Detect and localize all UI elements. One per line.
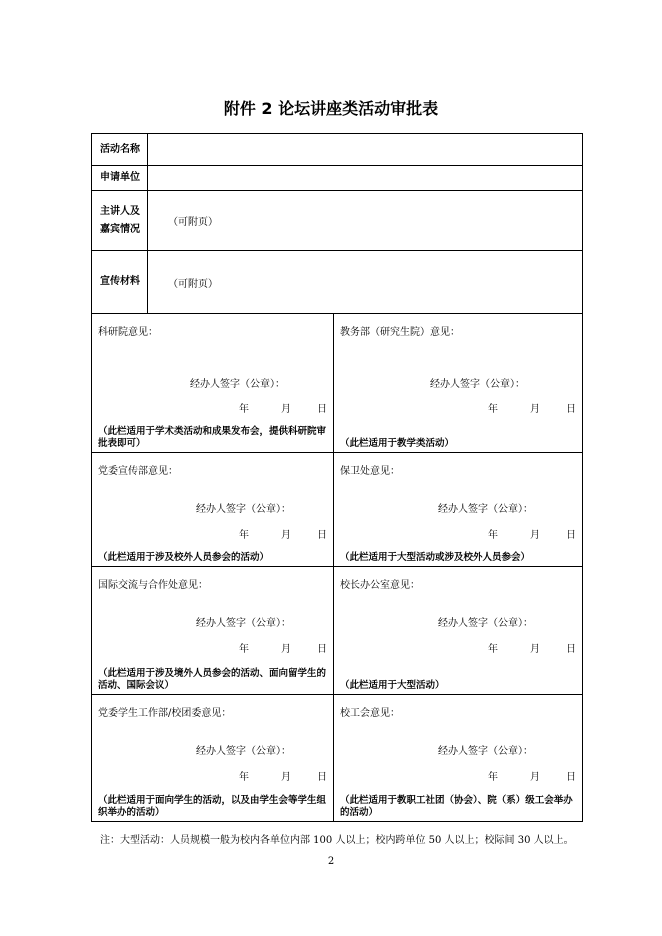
opinion-title: 党委学生工作部/校团委意见： <box>98 708 232 719</box>
date-year: 年 <box>239 404 249 415</box>
signature-label: 经办人签字（公章）： <box>196 504 291 515</box>
row-applicant-unit <box>92 166 583 191</box>
date-line <box>239 526 327 541</box>
activity-name-field[interactable] <box>148 134 583 166</box>
date-month: 月 <box>530 644 540 655</box>
form-title: 附件 2 论坛讲座类活动审批表 <box>223 99 439 118</box>
signature-label: 经办人签字（公章）： <box>438 618 533 629</box>
date-year: 年 <box>488 530 498 541</box>
opinion-note: （此栏适用于涉及境外人员参会的活动、面向留学生的活动、国际会议） <box>98 668 327 691</box>
signature-label: 经办人签字（公章）： <box>430 379 525 390</box>
signature-label: 经办人签字（公章）： <box>438 746 533 757</box>
opinion-title: 保卫处意见： <box>340 466 400 477</box>
publicity-label: 宣传材料 <box>92 251 148 314</box>
activity-name-label: 活动名称 <box>92 134 148 166</box>
date-month: 月 <box>281 404 291 415</box>
opinion-cell-international[interactable] <box>92 567 334 695</box>
opinion-row-1 <box>92 314 583 453</box>
date-day: 日 <box>317 772 327 783</box>
date-year: 年 <box>488 404 498 415</box>
speaker-label <box>92 191 148 251</box>
row-speaker <box>92 191 583 251</box>
date-year: 年 <box>488 772 498 783</box>
date-line <box>239 768 327 783</box>
date-month: 月 <box>281 644 291 655</box>
date-day: 日 <box>317 530 327 541</box>
speaker-label-line1: 主讲人及 <box>100 205 140 217</box>
applicant-unit-field[interactable] <box>148 166 583 191</box>
opinion-title: 科研院意见： <box>98 327 158 338</box>
opinion-title: 国际交流与合作处意见： <box>98 580 208 591</box>
page-number: 2 <box>327 856 335 867</box>
speaker-label-line2: 嘉宾情况 <box>100 223 140 235</box>
date-year: 年 <box>239 644 249 655</box>
date-line <box>239 640 327 655</box>
speaker-field[interactable]: （可附页） <box>148 191 583 251</box>
date-month: 月 <box>530 772 540 783</box>
applicant-unit-label: 申请单位 <box>92 166 148 191</box>
row-activity-name <box>92 134 583 166</box>
publicity-field[interactable]: （可附页） <box>148 251 583 314</box>
opinion-note: （此栏适用于教学类活动） <box>340 438 455 449</box>
date-line <box>488 400 576 415</box>
approval-form-table <box>91 133 583 822</box>
opinion-note: （此栏适用于面向学生的活动，以及由学生会等学生组织举办的活动） <box>98 795 327 818</box>
date-line <box>488 768 576 783</box>
opinion-cell-research[interactable] <box>92 314 334 453</box>
date-line <box>239 400 327 415</box>
opinion-title: 校长办公室意见： <box>340 580 420 591</box>
signature-label: 经办人签字（公章）： <box>196 746 291 757</box>
date-month: 月 <box>281 530 291 541</box>
date-day: 日 <box>566 772 576 783</box>
opinion-row-4 <box>92 695 583 822</box>
opinion-row-3 <box>92 567 583 695</box>
opinion-title: 教务部（研究生院）意见： <box>340 327 460 338</box>
date-line <box>488 526 576 541</box>
footnote: 注：大型活动：人员规模一般为校内各单位内部 100 人以上；校内跨单位 50 人以上；校际间 30 人以上。 <box>100 835 574 846</box>
date-year: 年 <box>239 530 249 541</box>
opinion-cell-student-affairs[interactable] <box>92 695 334 822</box>
opinion-cell-academic-affairs[interactable] <box>334 314 583 453</box>
opinion-title: 校工会意见： <box>340 708 400 719</box>
date-month: 月 <box>530 530 540 541</box>
opinion-note: （此栏适用于涉及校外人员参会的活动） <box>98 552 270 563</box>
date-month: 月 <box>530 404 540 415</box>
date-line <box>488 640 576 655</box>
opinion-note: （此栏适用于大型活动） <box>340 680 445 691</box>
opinion-note: （此栏适用于大型活动或涉及校外人员参会） <box>340 552 531 563</box>
opinion-title: 党委宣传部意见： <box>98 466 178 477</box>
opinion-cell-security[interactable] <box>334 453 583 567</box>
opinion-row-2 <box>92 453 583 567</box>
date-day: 日 <box>566 644 576 655</box>
opinion-cell-president-office[interactable] <box>334 567 583 695</box>
row-publicity <box>92 251 583 314</box>
opinion-note: （此栏适用于教职工社团（协会）、院（系）级工会举办的活动） <box>340 795 573 818</box>
opinion-note: （此栏适用于学术类活动和成果发布会，提供科研院审批表即可） <box>98 426 327 449</box>
signature-label: 经办人签字（公章）： <box>190 379 285 390</box>
signature-label: 经办人签字（公章）： <box>196 618 291 629</box>
date-day: 日 <box>566 404 576 415</box>
date-day: 日 <box>317 644 327 655</box>
opinion-cell-publicity-dept[interactable] <box>92 453 334 567</box>
date-day: 日 <box>566 530 576 541</box>
date-day: 日 <box>317 404 327 415</box>
opinion-cell-labor-union[interactable] <box>334 695 583 822</box>
date-year: 年 <box>239 772 249 783</box>
date-year: 年 <box>488 644 498 655</box>
signature-label: 经办人签字（公章）： <box>438 504 533 515</box>
date-month: 月 <box>281 772 291 783</box>
